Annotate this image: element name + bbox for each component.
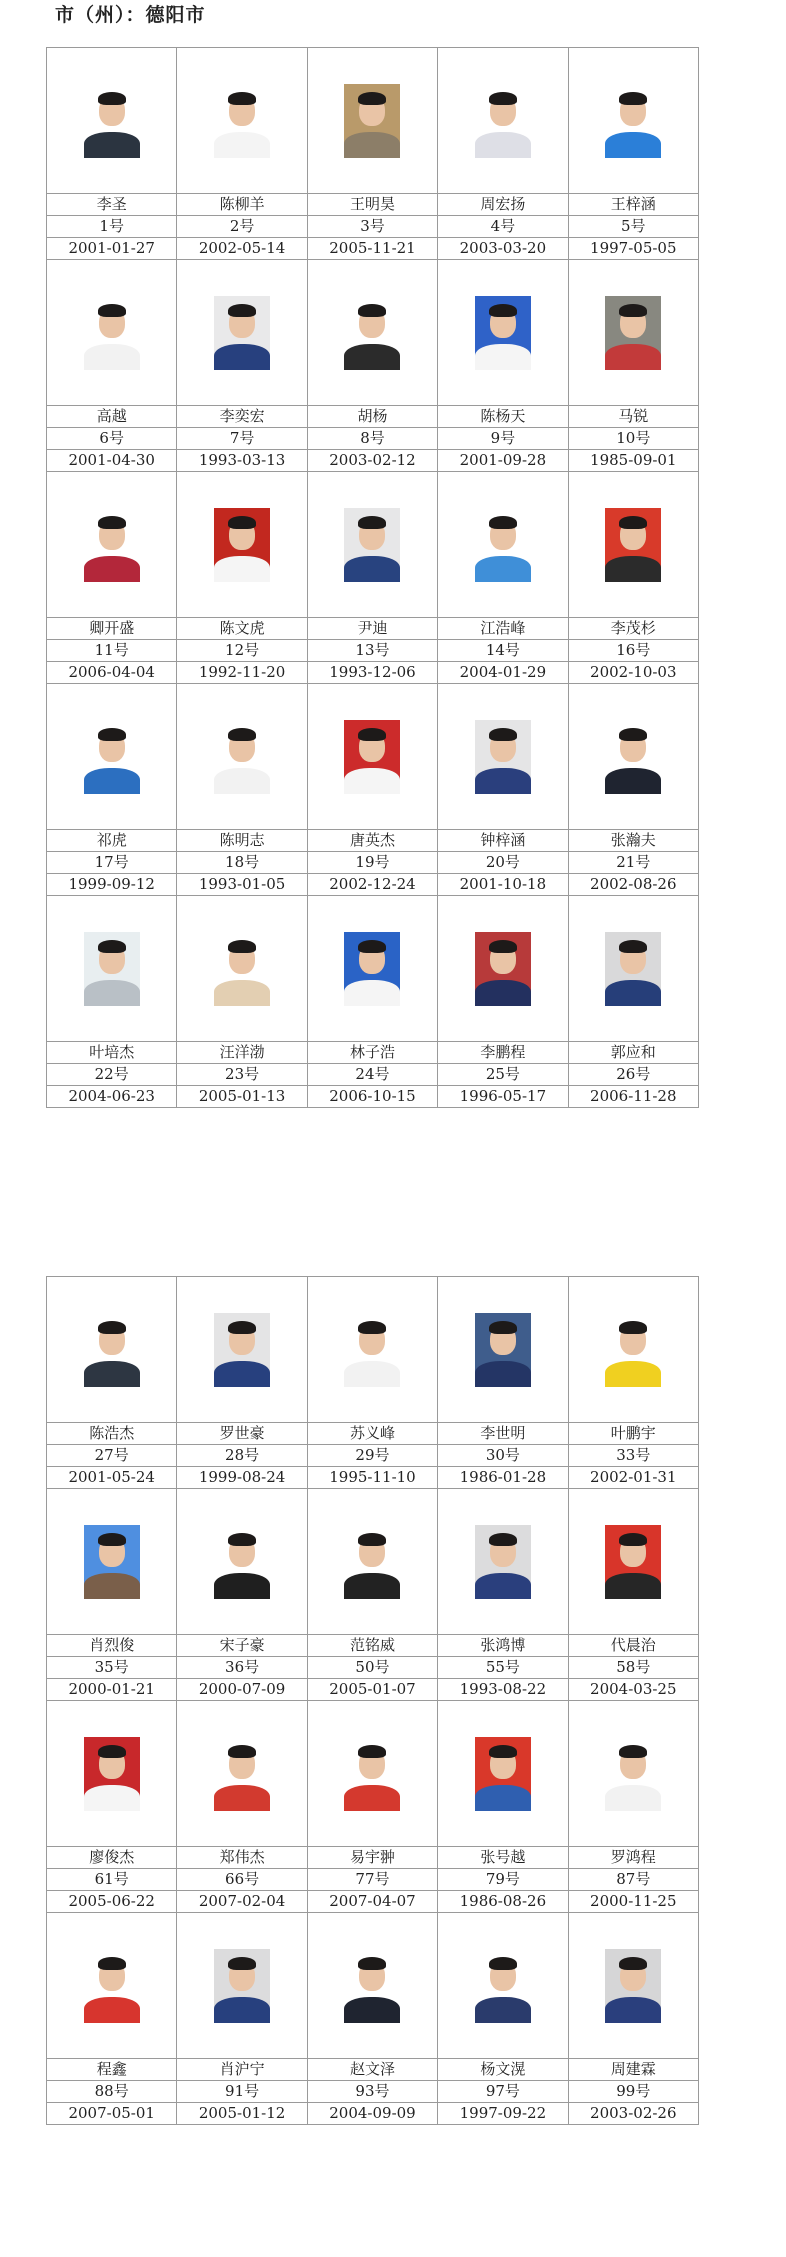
player-birthdate: 1986-01-28 (438, 1467, 568, 1489)
player-photo (214, 1313, 270, 1387)
player-photo-cell (568, 472, 698, 618)
player-photo-cell (307, 260, 437, 406)
player-name: 林子浩 (307, 1042, 437, 1064)
player-photo-cell (438, 684, 568, 830)
player-birthdate: 2007-05-01 (47, 2103, 177, 2125)
player-photo (605, 1525, 661, 1599)
player-photo-cell (568, 1913, 698, 2059)
player-number: 23号 (177, 1064, 307, 1086)
player-photo (84, 720, 140, 794)
player-birthdate: 2000-07-09 (177, 1679, 307, 1701)
player-number: 1号 (47, 216, 177, 238)
player-photo-cell (177, 1277, 307, 1423)
player-number: 91号 (177, 2081, 307, 2103)
photo-row (47, 1913, 699, 2059)
player-photo-cell (177, 1489, 307, 1635)
player-name: 李奕宏 (177, 406, 307, 428)
player-photo-cell (568, 896, 698, 1042)
player-photo-cell (47, 1913, 177, 2059)
player-name: 周宏扬 (438, 194, 568, 216)
player-photo-cell (307, 48, 437, 194)
player-birthdate: 2004-03-25 (568, 1679, 698, 1701)
player-name: 马锐 (568, 406, 698, 428)
number-row (47, 2081, 699, 2103)
player-photo (475, 1737, 531, 1811)
player-photo-cell (177, 472, 307, 618)
birthdate-row (47, 238, 699, 260)
player-photo-cell (47, 1277, 177, 1423)
player-number: 13号 (307, 640, 437, 662)
player-photo (84, 84, 140, 158)
player-name: 高越 (47, 406, 177, 428)
player-birthdate: 1999-09-12 (47, 874, 177, 896)
player-name: 王梓涵 (568, 194, 698, 216)
player-name: 尹迪 (307, 618, 437, 640)
player-birthdate: 1997-09-22 (438, 2103, 568, 2125)
player-birthdate: 2005-06-22 (47, 1891, 177, 1913)
player-birthdate: 1986-08-26 (438, 1891, 568, 1913)
player-photo-cell (438, 260, 568, 406)
player-birthdate: 1993-01-05 (177, 874, 307, 896)
player-photo (214, 508, 270, 582)
birthdate-row (47, 1086, 699, 1108)
player-name: 易宇翀 (307, 1847, 437, 1869)
player-photo-cell (438, 1701, 568, 1847)
player-photo-cell (47, 260, 177, 406)
player-roster-table-2 (46, 1276, 699, 2125)
player-name: 江浩峰 (438, 618, 568, 640)
player-photo-cell (307, 472, 437, 618)
name-row (47, 194, 699, 216)
player-photo-cell (438, 896, 568, 1042)
player-name: 钟梓涵 (438, 830, 568, 852)
birthdate-row (47, 450, 699, 472)
player-photo (605, 932, 661, 1006)
player-number: 61号 (47, 1869, 177, 1891)
player-name: 代晨治 (568, 1635, 698, 1657)
birthdate-row (47, 2103, 699, 2125)
player-birthdate: 2001-09-28 (438, 450, 568, 472)
player-number: 21号 (568, 852, 698, 874)
player-photo (475, 720, 531, 794)
player-photo (605, 1737, 661, 1811)
player-birthdate: 2001-10-18 (438, 874, 568, 896)
player-name: 杨文滉 (438, 2059, 568, 2081)
player-photo (344, 1737, 400, 1811)
player-birthdate: 2001-01-27 (47, 238, 177, 260)
player-number: 79号 (438, 1869, 568, 1891)
player-birthdate: 1993-08-22 (438, 1679, 568, 1701)
name-row (47, 1635, 699, 1657)
birthdate-row (47, 1679, 699, 1701)
player-number: 9号 (438, 428, 568, 450)
player-name: 唐英杰 (307, 830, 437, 852)
player-photo-cell (438, 1277, 568, 1423)
player-photo-cell (307, 1701, 437, 1847)
player-name: 宋子豪 (177, 1635, 307, 1657)
player-photo (344, 84, 400, 158)
photo-row (47, 1489, 699, 1635)
player-photo-cell (177, 1913, 307, 2059)
player-birthdate: 2004-01-29 (438, 662, 568, 684)
player-name: 叶培杰 (47, 1042, 177, 1064)
player-photo (475, 84, 531, 158)
player-photo-cell (438, 472, 568, 618)
player-photo-cell (568, 1277, 698, 1423)
player-number: 33号 (568, 1445, 698, 1467)
player-number: 87号 (568, 1869, 698, 1891)
player-name: 苏义峰 (307, 1423, 437, 1445)
name-row (47, 830, 699, 852)
birthdate-row (47, 874, 699, 896)
player-birthdate: 1995-11-10 (307, 1467, 437, 1489)
player-name: 陈柳羊 (177, 194, 307, 216)
player-photo (214, 1949, 270, 2023)
player-photo (214, 1525, 270, 1599)
name-row (47, 2059, 699, 2081)
player-name: 汪洋渤 (177, 1042, 307, 1064)
player-number: 28号 (177, 1445, 307, 1467)
player-birthdate: 2003-02-26 (568, 2103, 698, 2125)
player-photo-cell (568, 260, 698, 406)
player-number: 17号 (47, 852, 177, 874)
player-photo (605, 84, 661, 158)
player-number: 22号 (47, 1064, 177, 1086)
player-photo-cell (47, 684, 177, 830)
player-photo (344, 1949, 400, 2023)
birthdate-row (47, 1467, 699, 1489)
photo-row (47, 1701, 699, 1847)
player-birthdate: 2002-10-03 (568, 662, 698, 684)
player-birthdate: 2007-02-04 (177, 1891, 307, 1913)
player-number: 12号 (177, 640, 307, 662)
player-birthdate: 1996-05-17 (438, 1086, 568, 1108)
player-name: 罗世豪 (177, 1423, 307, 1445)
player-number: 55号 (438, 1657, 568, 1679)
player-number: 10号 (568, 428, 698, 450)
player-birthdate: 2000-11-25 (568, 1891, 698, 1913)
player-photo-cell (177, 896, 307, 1042)
player-number: 36号 (177, 1657, 307, 1679)
player-name: 张号越 (438, 1847, 568, 1869)
number-row (47, 428, 699, 450)
player-photo (475, 932, 531, 1006)
player-photo (214, 720, 270, 794)
number-row (47, 1064, 699, 1086)
player-birthdate: 2005-01-12 (177, 2103, 307, 2125)
name-row (47, 1423, 699, 1445)
player-photo-cell (177, 1701, 307, 1847)
player-photo (344, 296, 400, 370)
player-photo (475, 508, 531, 582)
player-photo-cell (307, 1913, 437, 2059)
player-number: 4号 (438, 216, 568, 238)
player-name: 陈文虎 (177, 618, 307, 640)
player-name: 陈杨天 (438, 406, 568, 428)
player-photo-cell (438, 1489, 568, 1635)
player-birthdate: 2005-01-13 (177, 1086, 307, 1108)
player-name: 陈明志 (177, 830, 307, 852)
player-name: 罗鸿程 (568, 1847, 698, 1869)
player-photo (84, 508, 140, 582)
photo-row (47, 684, 699, 830)
player-number: 58号 (568, 1657, 698, 1679)
player-name: 肖沪宁 (177, 2059, 307, 2081)
player-birthdate: 1997-05-05 (568, 238, 698, 260)
player-birthdate: 2001-04-30 (47, 450, 177, 472)
name-row (47, 1042, 699, 1064)
player-number: 14号 (438, 640, 568, 662)
player-number: 2号 (177, 216, 307, 238)
player-number: 35号 (47, 1657, 177, 1679)
player-number: 8号 (307, 428, 437, 450)
player-name: 李茂杉 (568, 618, 698, 640)
player-photo-cell (47, 1489, 177, 1635)
player-photo-cell (307, 1277, 437, 1423)
player-name: 卿开盛 (47, 618, 177, 640)
player-birthdate: 1992-11-20 (177, 662, 307, 684)
player-photo (605, 1949, 661, 2023)
number-row (47, 1869, 699, 1891)
player-birthdate: 1999-08-24 (177, 1467, 307, 1489)
player-birthdate: 2001-05-24 (47, 1467, 177, 1489)
player-photo (84, 296, 140, 370)
player-photo (475, 1949, 531, 2023)
player-number: 27号 (47, 1445, 177, 1467)
number-row (47, 640, 699, 662)
player-roster-table-1 (46, 47, 699, 1108)
player-photo (605, 508, 661, 582)
player-name: 郑伟杰 (177, 1847, 307, 1869)
photo-row (47, 896, 699, 1042)
player-photo-cell (568, 48, 698, 194)
name-row (47, 406, 699, 428)
player-name: 李鹏程 (438, 1042, 568, 1064)
player-birthdate: 2002-01-31 (568, 1467, 698, 1489)
player-photo (84, 1949, 140, 2023)
photo-row (47, 1277, 699, 1423)
player-birthdate: 2006-10-15 (307, 1086, 437, 1108)
player-birthdate: 1993-12-06 (307, 662, 437, 684)
player-number: 29号 (307, 1445, 437, 1467)
player-number: 88号 (47, 2081, 177, 2103)
player-photo-cell (438, 48, 568, 194)
player-number: 66号 (177, 1869, 307, 1891)
player-name: 陈浩杰 (47, 1423, 177, 1445)
player-number: 5号 (568, 216, 698, 238)
player-photo-cell (568, 1489, 698, 1635)
player-photo (214, 932, 270, 1006)
player-photo-cell (568, 1701, 698, 1847)
name-row (47, 1847, 699, 1869)
player-name: 廖俊杰 (47, 1847, 177, 1869)
player-birthdate: 2006-04-04 (47, 662, 177, 684)
player-number: 3号 (307, 216, 437, 238)
player-name: 张瀚夫 (568, 830, 698, 852)
player-name: 叶鹏宇 (568, 1423, 698, 1445)
player-photo (214, 1737, 270, 1811)
player-photo (84, 1525, 140, 1599)
birthdate-row (47, 662, 699, 684)
player-name: 祁虎 (47, 830, 177, 852)
player-name: 王明昊 (307, 194, 437, 216)
player-number: 16号 (568, 640, 698, 662)
player-number: 19号 (307, 852, 437, 874)
player-photo (344, 932, 400, 1006)
player-number: 7号 (177, 428, 307, 450)
player-number: 97号 (438, 2081, 568, 2103)
player-name: 赵文泽 (307, 2059, 437, 2081)
player-birthdate: 2004-09-09 (307, 2103, 437, 2125)
player-number: 26号 (568, 1064, 698, 1086)
player-photo (344, 1313, 400, 1387)
player-number: 20号 (438, 852, 568, 874)
player-photo-cell (307, 1489, 437, 1635)
player-name: 程鑫 (47, 2059, 177, 2081)
player-photo-cell (307, 896, 437, 1042)
player-name: 郭应和 (568, 1042, 698, 1064)
name-row (47, 618, 699, 640)
player-birthdate: 2005-11-21 (307, 238, 437, 260)
player-photo (344, 1525, 400, 1599)
player-number: 30号 (438, 1445, 568, 1467)
player-photo (475, 1525, 531, 1599)
player-photo-cell (47, 896, 177, 1042)
player-photo-cell (47, 472, 177, 618)
player-photo-cell (438, 1913, 568, 2059)
player-photo (84, 1737, 140, 1811)
player-name: 张鸿博 (438, 1635, 568, 1657)
player-photo (344, 720, 400, 794)
number-row (47, 1445, 699, 1467)
player-photo (84, 932, 140, 1006)
player-number: 25号 (438, 1064, 568, 1086)
player-photo (605, 1313, 661, 1387)
player-photo (475, 296, 531, 370)
player-photo (605, 296, 661, 370)
number-row (47, 216, 699, 238)
city-title: 市（州）：德阳市 (55, 4, 206, 26)
player-name: 范铭威 (307, 1635, 437, 1657)
player-number: 99号 (568, 2081, 698, 2103)
player-birthdate: 1993-03-13 (177, 450, 307, 472)
player-name: 李圣 (47, 194, 177, 216)
player-number: 18号 (177, 852, 307, 874)
player-number: 11号 (47, 640, 177, 662)
player-photo-cell (568, 684, 698, 830)
player-birthdate: 2005-01-07 (307, 1679, 437, 1701)
player-photo (214, 296, 270, 370)
player-photo-cell (177, 48, 307, 194)
player-photo (214, 84, 270, 158)
player-birthdate: 2002-08-26 (568, 874, 698, 896)
player-name: 肖烈俊 (47, 1635, 177, 1657)
player-name: 李世明 (438, 1423, 568, 1445)
player-number: 50号 (307, 1657, 437, 1679)
player-number: 93号 (307, 2081, 437, 2103)
number-row (47, 1657, 699, 1679)
player-birthdate: 1985-09-01 (568, 450, 698, 472)
player-birthdate: 2000-01-21 (47, 1679, 177, 1701)
player-photo (475, 1313, 531, 1387)
player-number: 24号 (307, 1064, 437, 1086)
player-photo (344, 508, 400, 582)
birthdate-row (47, 1891, 699, 1913)
player-photo (84, 1313, 140, 1387)
player-birthdate: 2002-05-14 (177, 238, 307, 260)
player-birthdate: 2007-04-07 (307, 1891, 437, 1913)
player-birthdate: 2003-03-20 (438, 238, 568, 260)
number-row (47, 852, 699, 874)
player-number: 6号 (47, 428, 177, 450)
player-photo (605, 720, 661, 794)
player-birthdate: 2004-06-23 (47, 1086, 177, 1108)
photo-row (47, 260, 699, 406)
player-birthdate: 2006-11-28 (568, 1086, 698, 1108)
player-photo-cell (307, 684, 437, 830)
player-photo-cell (47, 48, 177, 194)
photo-row (47, 472, 699, 618)
player-name: 胡杨 (307, 406, 437, 428)
player-photo-cell (47, 1701, 177, 1847)
player-name: 周建霖 (568, 2059, 698, 2081)
photo-row (47, 48, 699, 194)
player-photo-cell (177, 260, 307, 406)
player-birthdate: 2003-02-12 (307, 450, 437, 472)
player-birthdate: 2002-12-24 (307, 874, 437, 896)
player-photo-cell (177, 684, 307, 830)
player-number: 77号 (307, 1869, 437, 1891)
